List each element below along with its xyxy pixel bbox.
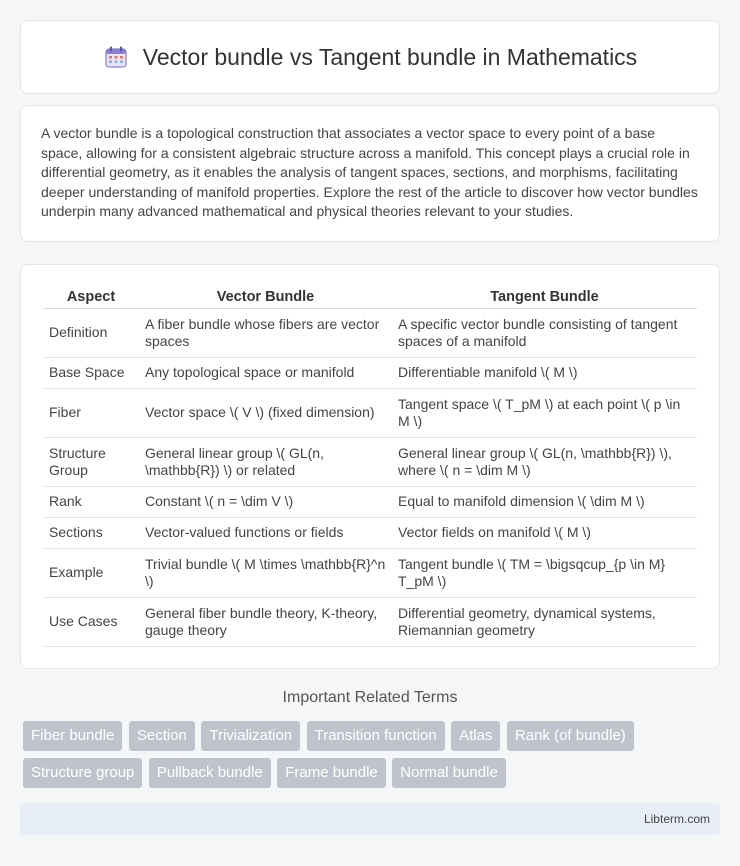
related-term-tag[interactable]: Normal bundle: [392, 758, 506, 788]
row-tangent-bundle: Vector fields on manifold \( M \): [392, 518, 697, 549]
related-term-tag[interactable]: Pullback bundle: [149, 758, 271, 788]
footer: [20, 803, 720, 835]
row-vector-bundle: Any topological space or manifold: [139, 358, 392, 389]
table-row: [43, 598, 697, 647]
related-term-tag[interactable]: Trivialization: [201, 721, 300, 751]
table-row: [43, 358, 697, 389]
related-term-tag[interactable]: Atlas: [451, 721, 500, 751]
row-aspect: Structure Group: [43, 438, 139, 487]
comparison-table: [43, 285, 697, 647]
table-row: [43, 309, 697, 358]
row-aspect: Fiber: [43, 389, 139, 438]
row-vector-bundle: Trivial bundle \( M \times \mathbb{R}^n \): [139, 549, 392, 598]
related-term-tag[interactable]: Frame bundle: [277, 758, 386, 788]
related-term-tag[interactable]: Section: [129, 721, 195, 751]
row-vector-bundle: Vector-valued functions or fields: [139, 518, 392, 549]
row-tangent-bundle: Differential geometry, dynamical systems, Riemannian geometry: [392, 598, 697, 647]
row-vector-bundle: Constant \( n = \dim V \): [139, 487, 392, 518]
header-aspect: Aspect: [43, 285, 139, 309]
row-aspect: Base Space: [43, 358, 139, 389]
comparison-table-card: [20, 264, 720, 669]
row-tangent-bundle: General linear group \( GL(n, \mathbb{R}) \), where \( n = \dim M \): [392, 438, 697, 487]
related-term-tag[interactable]: Structure group: [23, 758, 142, 788]
intro-card: [20, 105, 720, 242]
header-tangent-bundle: Tangent Bundle: [392, 285, 697, 309]
page-title: Vector bundle vs Tangent bundle in Mathematics: [142, 43, 638, 70]
table-row: [43, 518, 697, 549]
table-row: [43, 549, 697, 598]
title-card: [20, 20, 720, 94]
row-aspect: Rank: [43, 487, 139, 518]
row-vector-bundle: General linear group \( GL(n, \mathbb{R}) \) or related: [139, 438, 392, 487]
row-aspect: Example: [43, 549, 139, 598]
row-tangent-bundle: Tangent bundle \( TM = \bigsqcup_{p \in M} T_pM \): [392, 549, 697, 598]
row-tangent-bundle: Differentiable manifold \( M \): [392, 358, 697, 389]
related-terms-title: Important Related Terms: [282, 689, 458, 706]
row-vector-bundle: Vector space \( V \) (fixed dimension): [139, 389, 392, 438]
row-aspect: Sections: [43, 518, 139, 549]
row-aspect: Use Cases: [43, 598, 139, 647]
related-term-tag[interactable]: Transition function: [307, 721, 445, 751]
related-terms-list: [23, 721, 723, 795]
related-term-tag[interactable]: Fiber bundle: [23, 721, 122, 751]
table-header-row: [43, 285, 697, 309]
row-vector-bundle: General fiber bundle theory, K-theory, gauge theory: [139, 598, 392, 647]
row-vector-bundle: A fiber bundle whose fibers are vector spaces: [139, 309, 392, 358]
related-term-tag[interactable]: Rank (of bundle): [507, 721, 634, 751]
intro-text: A vector bundle is a topological construction that associates a vector space to every point of a base space, allowing for a consistent algebraic structure across a manifold. This concept plays a crucial role in differential geometry, as it enables the analysis of tangent spaces, sections, and morphisms, facilitating deeper understanding of manifold properties. Explore the rest of the article to discover how vector bundles underpin many advanced mathematical and physical theories relevant to your studies.: [41, 125, 698, 219]
table-row: [43, 438, 697, 487]
table-row: [43, 487, 697, 518]
header-vector-bundle: Vector Bundle: [139, 285, 392, 309]
footer-site-link[interactable]: Libterm.com: [643, 812, 710, 826]
row-tangent-bundle: Tangent space \( T_pM \) at each point \( p \in M \): [392, 389, 697, 438]
calendar-icon: [103, 45, 129, 69]
table-row: [43, 389, 697, 438]
row-tangent-bundle: Equal to manifold dimension \( \dim M \): [392, 487, 697, 518]
row-tangent-bundle: A specific vector bundle consisting of tangent spaces of a manifold: [392, 309, 697, 358]
row-aspect: Definition: [43, 309, 139, 358]
